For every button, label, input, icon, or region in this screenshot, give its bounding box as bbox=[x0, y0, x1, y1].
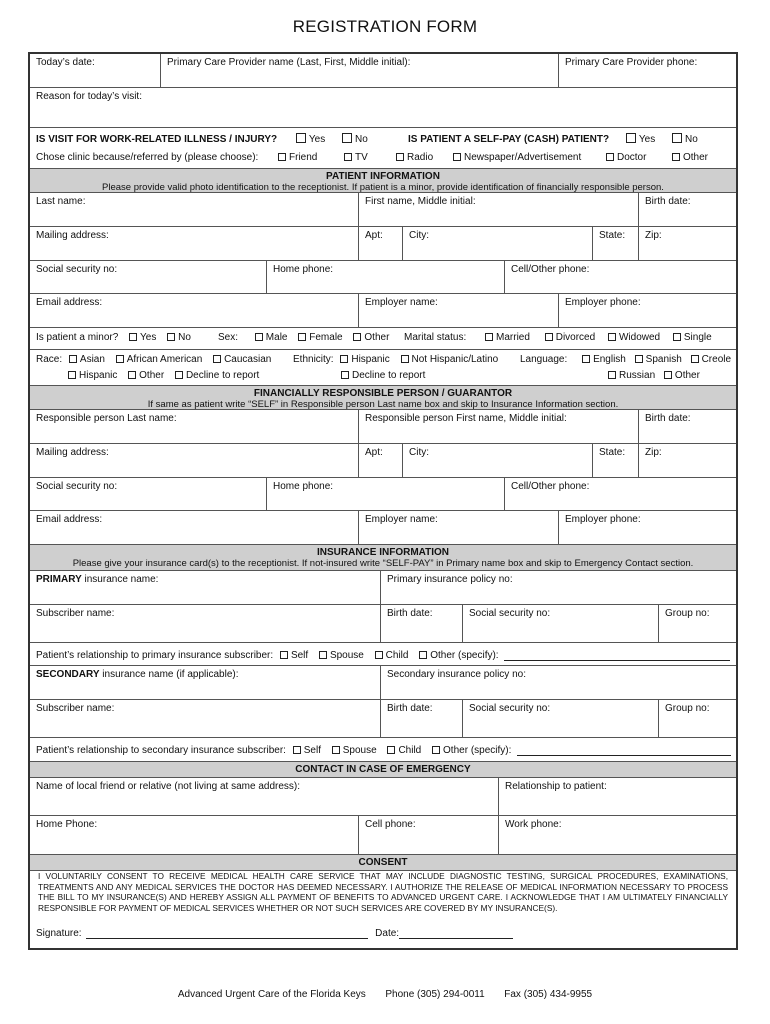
sex-label: Sex: bbox=[218, 332, 239, 343]
patient-last-name-field[interactable] bbox=[30, 193, 358, 226]
primary-sub-birth-label: Birth date: bbox=[387, 608, 433, 619]
language-label: Language: bbox=[520, 354, 568, 365]
referral-row bbox=[30, 148, 736, 169]
sex-female-checkbox[interactable] bbox=[298, 333, 306, 341]
pcp-name-field[interactable] bbox=[160, 54, 558, 87]
insurance-note: Please give your insurance card(s) to the receptionist. If not-insured write “SELF-PAY” in Primary name box and skip to Emergency Contact section. bbox=[72, 558, 694, 569]
emergency-header bbox=[30, 762, 736, 778]
guarantor-email-field[interactable] bbox=[30, 511, 358, 544]
guarantor-employer-label: Employer name: bbox=[365, 514, 438, 525]
secondary-rel-spouse-label: Spouse bbox=[342, 745, 377, 756]
race-decline-checkbox[interactable] bbox=[175, 371, 183, 379]
race-decline-label: Decline to report bbox=[185, 370, 260, 381]
emergency-cell-phone-label: Cell phone: bbox=[365, 819, 416, 830]
race-african-american-checkbox[interactable] bbox=[116, 355, 124, 363]
emergency-name-row bbox=[30, 778, 736, 816]
patient-state-field[interactable] bbox=[592, 227, 638, 260]
ethnicity-hispanic-checkbox[interactable] bbox=[340, 355, 348, 363]
work-yes-checkbox[interactable] bbox=[296, 133, 306, 143]
secondary-rel-self-checkbox[interactable] bbox=[293, 746, 301, 754]
footer-phone: Phone (305) 294-0011 bbox=[385, 989, 485, 1000]
secondary-insurance-name-field[interactable] bbox=[30, 666, 380, 699]
secondary-rel-child-checkbox[interactable] bbox=[387, 746, 395, 754]
marital-widowed-label: Widowed bbox=[618, 332, 661, 343]
race-african-american-label: African American bbox=[126, 354, 203, 365]
primary-relationship-row bbox=[30, 643, 736, 666]
minor-yes-label: Yes bbox=[140, 332, 157, 343]
language-spanish-checkbox[interactable] bbox=[635, 355, 643, 363]
selfpay-yes-checkbox[interactable] bbox=[626, 133, 636, 143]
self-pay-question: IS PATIENT A SELF-PAY (CASH) PATIENT? bbox=[408, 134, 610, 145]
guarantor-zip-field[interactable] bbox=[638, 444, 736, 477]
sex-male-checkbox[interactable] bbox=[255, 333, 263, 341]
guarantor-birth-date-field[interactable] bbox=[638, 410, 736, 443]
consent-text: I VOLUNTARILY CONSENT TO RECEIVE MEDICAL HEALTH CARE SERVICE THAT MAY INCLUDE DIAGNOSTIC TESTING, SURGICAL PROCEDURES, EXAMINATIONS, TREATMENTS AND ANY MEDICAL SERVICES THE DOCTOR HAS DEEMED NECESSARY. I AUTHORIZE THE RELEASE OF MEDICAL INFORMATION NECESSARY TO PROCESS THE BILL TO MY INSURANCE(S) AND HEREBY ASSIGN ALL PAYMENT OF BENEFITS TO ADVANCED URGENT CARE. I ACKNOWLEDGE THAT I AM ULTIMATELY FINANCIALLY RESPONSIBLE FOR PAYMENT OF MEDICAL SERVICES WHETHER OR NOT SUCH SERVICES ARE COVERED BY MY INSURANCE(S). bbox=[38, 871, 728, 913]
marital-label: Marital status: bbox=[404, 332, 467, 343]
primary-rel-spouse-label: Spouse bbox=[329, 650, 364, 661]
footer-org: Advanced Urgent Care of the Florida Keys bbox=[177, 989, 366, 1000]
insurance-header bbox=[30, 545, 736, 571]
marital-divorced-checkbox[interactable] bbox=[545, 333, 553, 341]
primary-subscriber-row bbox=[30, 605, 736, 643]
patient-city-field[interactable] bbox=[402, 227, 592, 260]
patient-employer-phone-field[interactable] bbox=[558, 294, 736, 327]
emergency-phone-row bbox=[30, 816, 736, 855]
patient-mailing-field[interactable] bbox=[30, 227, 358, 260]
secondary-group-field[interactable] bbox=[658, 700, 736, 737]
race-asian-checkbox[interactable] bbox=[69, 355, 77, 363]
emergency-home-phone-field[interactable] bbox=[30, 816, 358, 854]
guarantor-ssn-field[interactable] bbox=[30, 478, 266, 510]
secondary-sub-ssn-label: Social security no: bbox=[469, 703, 551, 714]
selfpay-no-label: No bbox=[685, 134, 698, 145]
guarantor-note: If same as patient write “SELF” in Responsible person Last name box and skip to Insurance Information section. bbox=[147, 399, 619, 410]
patient-city-label: City: bbox=[409, 230, 429, 241]
ethnicity-not-hispanic-checkbox[interactable] bbox=[401, 355, 409, 363]
referral-doctor-checkbox[interactable] bbox=[606, 153, 614, 161]
emergency-name-field[interactable] bbox=[30, 778, 498, 815]
emergency-name-label: Name of local friend or relative (not living at same address): bbox=[36, 781, 301, 792]
guarantor-ssn-label: Social security no: bbox=[36, 481, 118, 492]
patient-zip-label: Zip: bbox=[645, 230, 662, 241]
secondary-group-label: Group no: bbox=[665, 703, 710, 714]
referral-other-label: Other bbox=[683, 152, 709, 163]
guarantor-header bbox=[30, 386, 736, 410]
consent-section bbox=[30, 855, 736, 948]
patient-first-name-label: First name, Middle initial: bbox=[365, 196, 476, 207]
sex-other-checkbox[interactable] bbox=[353, 333, 361, 341]
guarantor-last-name-label: Responsible person Last name: bbox=[36, 413, 177, 424]
patient-state-label: State: bbox=[599, 230, 626, 241]
reason-row[interactable] bbox=[30, 88, 736, 128]
patient-ssn-label: Social security no: bbox=[36, 264, 118, 275]
emergency-work-phone-label: Work phone: bbox=[505, 819, 562, 830]
patient-race-row bbox=[30, 350, 736, 386]
guarantor-state-field[interactable] bbox=[592, 444, 638, 477]
patient-demographics-row bbox=[30, 328, 736, 350]
race-caucasian-checkbox[interactable] bbox=[213, 355, 221, 363]
referral-radio-label: Radio bbox=[407, 152, 434, 163]
language-russian-checkbox[interactable] bbox=[608, 371, 616, 379]
referral-tv-checkbox[interactable] bbox=[344, 153, 352, 161]
minor-label: Is patient a minor? bbox=[36, 332, 119, 343]
secondary-insurance-row bbox=[30, 666, 736, 700]
minor-no-label: No bbox=[178, 332, 191, 343]
language-other-checkbox[interactable] bbox=[664, 371, 672, 379]
referral-newspaper-checkbox[interactable] bbox=[453, 153, 461, 161]
referral-doctor-label: Doctor bbox=[617, 152, 647, 163]
guarantor-name-row bbox=[30, 410, 736, 444]
guarantor-address-row bbox=[30, 444, 736, 478]
reason-label: Reason for today’s visit: bbox=[36, 91, 142, 102]
emergency-relationship-label: Relationship to patient: bbox=[505, 781, 607, 792]
guarantor-city-label: City: bbox=[409, 447, 429, 458]
guarantor-email-label: Email address: bbox=[36, 514, 103, 525]
work-no-checkbox[interactable] bbox=[342, 133, 352, 143]
signature-input[interactable] bbox=[86, 928, 368, 939]
secondary-subscriber-row bbox=[30, 700, 736, 738]
guarantor-last-name-field[interactable] bbox=[30, 410, 358, 443]
marital-single-checkbox[interactable] bbox=[673, 333, 681, 341]
guarantor-employer-phone-label: Employer phone: bbox=[565, 514, 641, 525]
selfpay-no-checkbox[interactable] bbox=[672, 133, 682, 143]
secondary-sub-ssn-field[interactable] bbox=[462, 700, 658, 737]
patient-mailing-label: Mailing address: bbox=[36, 230, 109, 241]
primary-rel-other-input[interactable] bbox=[504, 650, 730, 661]
patient-home-phone-label: Home phone: bbox=[273, 264, 334, 275]
selfpay-yes-label: Yes bbox=[638, 134, 656, 145]
patient-last-name-label: Last name: bbox=[36, 196, 86, 207]
secondary-rel-spouse-checkbox[interactable] bbox=[332, 746, 340, 754]
primary-rel-child-checkbox[interactable] bbox=[375, 651, 383, 659]
primary-policy-field[interactable] bbox=[380, 571, 736, 604]
primary-rel-spouse-checkbox[interactable] bbox=[319, 651, 327, 659]
secondary-insurance-name-label: insurance name (if applicable): bbox=[99, 669, 239, 680]
consent-title: CONSENT bbox=[358, 857, 408, 868]
secondary-rel-other-label: Other (specify): bbox=[443, 745, 512, 756]
guarantor-cell-phone-label: Cell/Other phone: bbox=[511, 481, 590, 492]
language-russian-label: Russian bbox=[619, 370, 656, 381]
language-english-label: English bbox=[593, 354, 626, 365]
language-spanish-label: Spanish bbox=[645, 354, 682, 365]
work-related-question: IS VISIT FOR WORK-RELATED ILLNESS / INJURY? bbox=[36, 134, 278, 145]
todays-date-field[interactable] bbox=[30, 54, 160, 87]
insurance-title: INSURANCE INFORMATION bbox=[316, 547, 450, 558]
consent-date-input[interactable] bbox=[399, 928, 513, 939]
primary-insurance-name-label: insurance name: bbox=[81, 574, 159, 585]
referral-other-checkbox[interactable] bbox=[672, 153, 680, 161]
primary-rel-other-label: Other (specify): bbox=[430, 650, 499, 661]
language-english-checkbox[interactable] bbox=[582, 355, 590, 363]
sex-male-label: Male bbox=[265, 332, 288, 343]
guarantor-phone-row bbox=[30, 478, 736, 511]
ethnicity-hispanic-label: Hispanic bbox=[351, 354, 390, 365]
primary-subscriber-label: Subscriber name: bbox=[36, 608, 115, 619]
guarantor-home-phone-label: Home phone: bbox=[273, 481, 334, 492]
race-caucasian-label: Caucasian bbox=[224, 354, 272, 365]
secondary-rel-other-input[interactable] bbox=[517, 745, 731, 756]
referral-tv-label: TV bbox=[355, 152, 368, 163]
marital-married-label: Married bbox=[496, 332, 530, 343]
pcp-phone-field[interactable] bbox=[558, 54, 736, 87]
guarantor-mailing-field[interactable] bbox=[30, 444, 358, 477]
pcp-name-label: Primary Care Provider name (Last, First, Middle initial): bbox=[167, 57, 411, 68]
secondary-subscriber-label: Subscriber name: bbox=[36, 703, 115, 714]
primary-relationship-label: Patient’s relationship to primary insurance subscriber: bbox=[36, 650, 274, 661]
race-other-label: Other bbox=[139, 370, 165, 381]
patient-apt-field[interactable] bbox=[358, 227, 402, 260]
secondary-rel-self-label: Self bbox=[303, 745, 321, 756]
patient-info-note: Please provide valid photo identification to the receptionist. If patient is a minor, provide identification of financially responsible person. bbox=[102, 182, 664, 193]
emergency-title: CONTACT IN CASE OF EMERGENCY bbox=[295, 764, 471, 775]
guarantor-employer-phone-field[interactable] bbox=[558, 511, 736, 544]
secondary-policy-label: Secondary insurance policy no: bbox=[387, 669, 526, 680]
secondary-relationship-row bbox=[30, 738, 736, 762]
marital-widowed-checkbox[interactable] bbox=[608, 333, 616, 341]
patient-cell-phone-field[interactable] bbox=[504, 261, 736, 293]
patient-name-row bbox=[30, 193, 736, 227]
guarantor-mailing-label: Mailing address: bbox=[36, 447, 109, 458]
referral-newspaper-label: Newspaper/Advertisement bbox=[464, 152, 582, 163]
minor-yes-checkbox[interactable] bbox=[129, 333, 137, 341]
patient-email-field[interactable] bbox=[30, 294, 358, 327]
footer-fax: Fax (305) 434-9955 bbox=[504, 989, 593, 1000]
patient-birth-date-label: Birth date: bbox=[645, 196, 691, 207]
marital-divorced-label: Divorced bbox=[555, 332, 596, 343]
sex-female-label: Female bbox=[309, 332, 343, 343]
referral-label: Chose clinic because/referred by (please choose): bbox=[36, 152, 259, 163]
minor-no-checkbox[interactable] bbox=[167, 333, 175, 341]
secondary-rel-child-label: Child bbox=[398, 745, 422, 756]
guarantor-employer-field[interactable] bbox=[358, 511, 558, 544]
patient-home-phone-field[interactable] bbox=[266, 261, 504, 293]
race-hispanic-checkbox[interactable] bbox=[68, 371, 76, 379]
primary-policy-label: Primary insurance policy no: bbox=[387, 574, 513, 585]
primary-insurance-row bbox=[30, 571, 736, 605]
secondary-label: SECONDARY bbox=[36, 669, 100, 680]
primary-rel-other-checkbox[interactable] bbox=[419, 651, 427, 659]
guarantor-title: FINANCIALLY RESPONSIBLE PERSON / GUARANTOR bbox=[253, 388, 513, 399]
language-other-label: Other bbox=[674, 370, 700, 381]
marital-single-label: Single bbox=[683, 332, 712, 343]
primary-subscriber-field[interactable] bbox=[30, 605, 380, 642]
referral-friend-checkbox[interactable] bbox=[278, 153, 286, 161]
patient-birth-date-field[interactable] bbox=[638, 193, 736, 226]
patient-phone-row bbox=[30, 261, 736, 294]
race-asian-label: Asian bbox=[79, 354, 105, 365]
emergency-cell-phone-field[interactable] bbox=[358, 816, 498, 854]
patient-first-name-field[interactable] bbox=[358, 193, 638, 226]
signature-label: Signature: bbox=[36, 928, 82, 939]
ethnicity-not-hispanic-label: Not Hispanic/Latino bbox=[411, 354, 499, 365]
referral-friend-label: Friend bbox=[289, 152, 318, 163]
page-title: REGISTRATION FORM bbox=[292, 17, 478, 36]
secondary-policy-field[interactable] bbox=[380, 666, 736, 699]
work-yes-label: Yes bbox=[308, 134, 326, 145]
patient-email-row bbox=[30, 294, 736, 328]
patient-apt-label: Apt: bbox=[365, 230, 383, 241]
primary-sub-birth-field[interactable] bbox=[380, 605, 462, 642]
consent-date-label: Date: bbox=[375, 928, 400, 939]
patient-info-title: PATIENT INFORMATION bbox=[326, 171, 440, 182]
primary-group-label: Group no: bbox=[665, 608, 710, 619]
guarantor-home-phone-field[interactable] bbox=[266, 478, 504, 510]
primary-sub-ssn-label: Social security no: bbox=[469, 608, 551, 619]
patient-employer-phone-label: Employer phone: bbox=[565, 297, 641, 308]
provider-row bbox=[30, 54, 736, 88]
patient-ssn-field[interactable] bbox=[30, 261, 266, 293]
todays-date-label: Today’s date: bbox=[36, 57, 95, 68]
secondary-sub-birth-field[interactable] bbox=[380, 700, 462, 737]
emergency-home-phone-label: Home Phone: bbox=[36, 819, 98, 830]
secondary-subscriber-field[interactable] bbox=[30, 700, 380, 737]
secondary-rel-other-checkbox[interactable] bbox=[432, 746, 440, 754]
sex-other-label: Other bbox=[364, 332, 390, 343]
patient-zip-field[interactable] bbox=[638, 227, 736, 260]
secondary-sub-birth-label: Birth date: bbox=[387, 703, 433, 714]
patient-info-header bbox=[30, 169, 736, 193]
registration-form bbox=[28, 52, 738, 950]
patient-employer-field[interactable] bbox=[358, 294, 558, 327]
guarantor-city-field[interactable] bbox=[402, 444, 592, 477]
primary-insurance-name-field[interactable] bbox=[30, 571, 380, 604]
guarantor-apt-field[interactable] bbox=[358, 444, 402, 477]
work-no-label: No bbox=[355, 134, 368, 145]
primary-group-field[interactable] bbox=[658, 605, 736, 642]
guarantor-email-row bbox=[30, 511, 736, 545]
guarantor-first-name-label: Responsible person First name, Middle initial: bbox=[365, 413, 567, 424]
primary-rel-self-checkbox[interactable] bbox=[280, 651, 288, 659]
patient-address-row bbox=[30, 227, 736, 261]
referral-radio-checkbox[interactable] bbox=[396, 153, 404, 161]
guarantor-state-label: State: bbox=[599, 447, 626, 458]
race-other-checkbox[interactable] bbox=[128, 371, 136, 379]
primary-sub-ssn-field[interactable] bbox=[462, 605, 658, 642]
ethnicity-label: Ethnicity: bbox=[293, 354, 334, 365]
footer bbox=[0, 989, 770, 1000]
guarantor-apt-label: Apt: bbox=[365, 447, 383, 458]
language-creole-checkbox[interactable] bbox=[691, 355, 699, 363]
ethnicity-decline-label: Decline to report bbox=[352, 370, 426, 381]
guarantor-birth-date-label: Birth date: bbox=[645, 413, 691, 424]
guarantor-first-name-field[interactable] bbox=[358, 410, 638, 443]
race-hispanic-label: Hispanic bbox=[79, 370, 118, 381]
primary-rel-self-label: Self bbox=[290, 650, 309, 661]
ethnicity-decline-checkbox[interactable] bbox=[341, 371, 349, 379]
pcp-phone-label: Primary Care Provider phone: bbox=[565, 57, 698, 68]
emergency-relationship-field[interactable] bbox=[498, 778, 736, 815]
language-creole-label: Creole bbox=[701, 354, 732, 365]
secondary-relationship-label: Patient’s relationship to secondary insurance subscriber: bbox=[36, 745, 286, 756]
patient-cell-phone-label: Cell/Other phone: bbox=[511, 264, 590, 275]
visit-type-row bbox=[30, 128, 736, 148]
patient-email-label: Email address: bbox=[36, 297, 103, 308]
marital-married-checkbox[interactable] bbox=[485, 333, 493, 341]
emergency-work-phone-field[interactable] bbox=[498, 816, 736, 854]
primary-rel-child-label: Child bbox=[385, 650, 409, 661]
primary-label: PRIMARY bbox=[36, 574, 82, 585]
guarantor-zip-label: Zip: bbox=[645, 447, 662, 458]
race-label: Race: bbox=[36, 354, 63, 365]
patient-employer-label: Employer name: bbox=[365, 297, 438, 308]
guarantor-cell-phone-field[interactable] bbox=[504, 478, 736, 510]
